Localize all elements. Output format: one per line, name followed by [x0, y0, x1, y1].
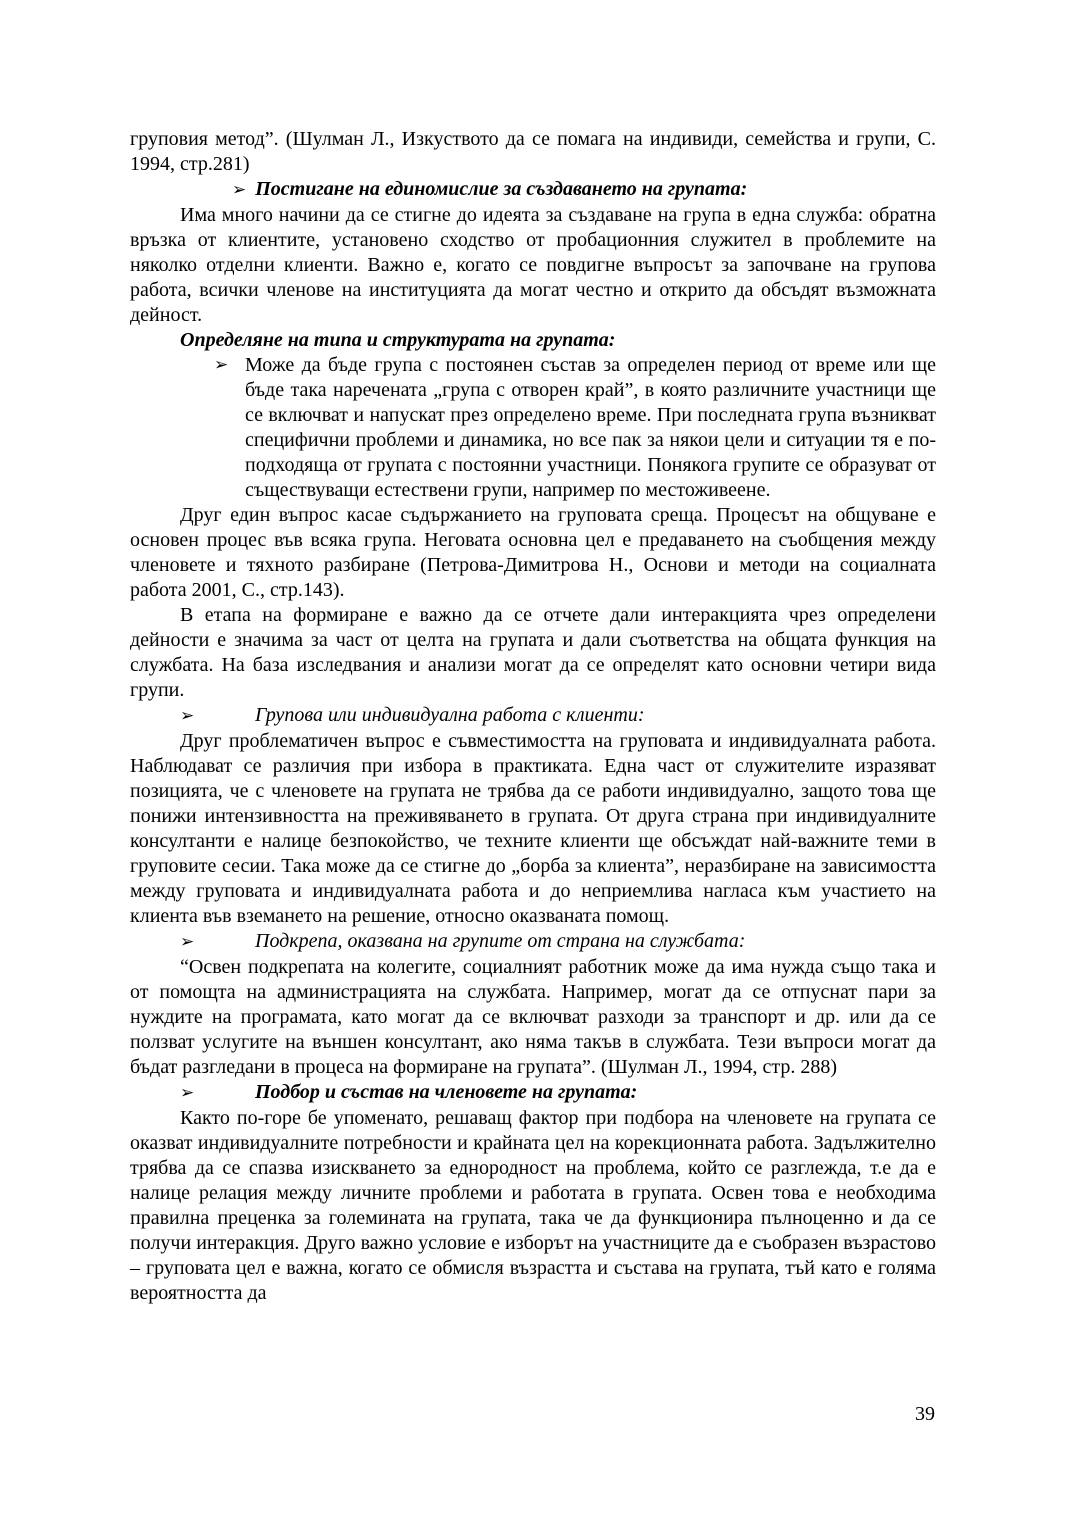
paragraph — [130, 503, 936, 603]
bullet-arrow-icon: ➢ — [180, 932, 195, 952]
text-run: Определяне на типа и структурата на групата: — [180, 329, 616, 351]
text-run: Има много начини да се стигне до идеята за създаване на група в една служба: обратна връзка от клиентите, установено сходство от пробационния служител в проблемите на няколко отделни клиенти. Важно е, когато се повдигне въпросът за започване на групова работа, всички членове на институцията да могат честно и открито да обсъдят възможната дейност. — [130, 204, 936, 326]
text-run: В етапа на формиране е важно да се отчете дали интеракцията чрез определени дейности е значима за част от целта на групата и дали съответства на общата функция на службата. На база изследвания и анализи могат да се определят като основни четири вида групи. — [130, 604, 936, 701]
bullet-paragraph — [214, 353, 936, 503]
paragraph — [130, 127, 936, 177]
section-heading — [232, 177, 936, 203]
section-heading — [180, 929, 936, 955]
text-run: Групова или индивидуална работа с клиенти: — [255, 704, 645, 726]
paragraph — [130, 1106, 936, 1306]
text-run: “Освен подкрепата на колегите, социалният работник може да има нужда също така и от помощта на администрацията на службата. Например, могат да се отпуснат пари за нуждите на програмата, като могат да се включват разходи за транспорт и др. или да се ползват услугите на външен консултант, ако няма такъв в службата. Тези въпроси могат да бъдат разгледани в процеса на формиране на групата”. (Шулман Л., 1994, стр. 288) — [130, 956, 936, 1078]
text-run: груповия метод”. (Шулман Л., Изкуството да се помага на индивиди, семейства и групи, С. 1994, стр.281) — [130, 128, 936, 175]
text-run: Както по-горе бе упоменато, решаващ фактор при подбора на членовете на групата се оказват индивидуалните потребности и крайната цел на корекционната работа. Задължително трябва да се спазва изискването за еднородност на проблема, който се разглежда, т.е да е налице релация между личните проблеми и работата в групата. Освен това е необходима правилна преценка за големината на групата, така че да функционира пълноценно и да се получи интеракция. Друго важно условие е изборът на участниците да е съобразен възрастово – груповата цел е важна, когато се обмисля възрастта и състава на групата, тъй като е голяма вероятността да — [130, 1107, 936, 1304]
bullet-arrow-icon: ➢ — [214, 355, 229, 375]
text-run: Подкрепа, оказвана на групите от страна на службата: — [255, 930, 746, 952]
page-number: 39 — [915, 1403, 935, 1425]
bullet-arrow-icon: ➢ — [180, 1083, 195, 1103]
section-heading — [180, 1080, 936, 1106]
document-content — [130, 127, 936, 1306]
text-run: Друг един въпрос касае съдържанието на груповата среща. Процесът на общуване е основен процес във всяка група. Неговата основна цел е предаването на съобщения между членовете и тяхното разбиране (Петрова-Димитрова Н., Основи и методи на социалната работа 2001, С., стр.143). — [130, 504, 936, 601]
text-run: Друг проблематичен въпрос е съвместимостта на груповата и индивидуалната работа. Наблюдават се различия при избора в практиката. Една част от служителите изразяват позицията, че с членовете на групата не трябва да се работи индивидуално, защото това ще понижи интензивността на преживяването в групата. От друга страна при индивидуалните консултанти е налице безпокойство, че техните клиенти ще обсъждат най-важните теми в груповите сесии. Така може да се стигне до „борба за клиента”, неразбиране на зависимостта между груповата и индивидуалната работа и до неприемлива нагласа към участието на клиента във вземането на решение, относно оказваната помощ. — [130, 730, 936, 927]
text-run: Може да бъде група с постоянен състав за определен период от време или ще бъде така наречената „група с отворен край”, в която различните участници ще се включват и напускат през определено време. При последната група възникват специфични проблеми и динамика, но все пак за някои цели и ситуации тя е по-подходяща от групата с постоянни участници. Понякога групите се образуват от съществуващи естествени групи, например по местоживеене. — [245, 354, 936, 501]
bullet-arrow-icon: ➢ — [180, 706, 195, 726]
paragraph — [130, 603, 936, 703]
section-heading — [180, 328, 936, 353]
bullet-arrow-icon: ➢ — [232, 180, 247, 200]
paragraph — [130, 203, 936, 328]
text-run: Постигане на единомислие за създаването на групата: — [255, 178, 748, 200]
paragraph — [130, 955, 936, 1080]
section-heading — [180, 703, 936, 729]
paragraph — [130, 729, 936, 929]
text-run: Подбор и състав на членовете на групата: — [255, 1081, 638, 1103]
